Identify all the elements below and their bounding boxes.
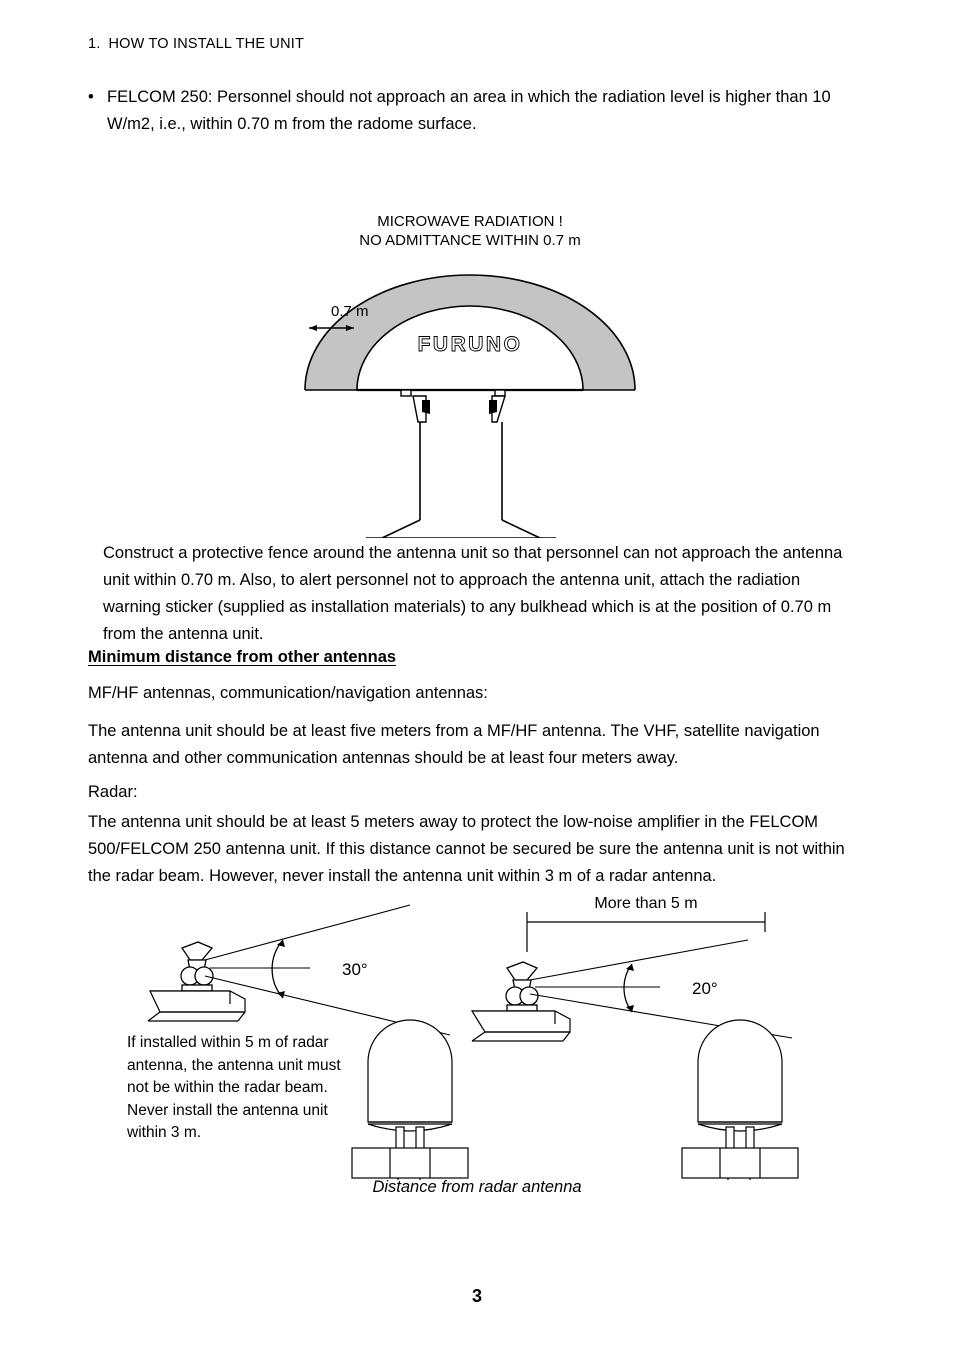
angle-label-20: 20° (692, 979, 718, 998)
right-scene (472, 895, 798, 1180)
angle-arc-left (272, 940, 285, 998)
chapter-number: 1. (88, 36, 101, 52)
antenna-pedestal (366, 390, 556, 538)
chapter-title: HOW TO INSTALL THE UNIT (108, 36, 305, 52)
construct-paragraph: Construct a protective fence around the antenna unit so that personnel can not approach the antenna unit within 0.70 m. Also, to alert personnel not to approach the antenna unit, attach the radiation warning sticker (supplied as installation materials) to any bulkhead which is at the position of 0.70 m from the antenna unit. (103, 544, 843, 643)
chapter-header (88, 36, 304, 52)
radome-radiation-figure (270, 138, 670, 538)
radar-paragraph: The antenna unit should be at least 5 meters away to protect the low-noise amplifier in the FELCOM 500/FELCOM 250 antenna unit. If this distance cannot be secured be sure the antenna unit is not within the radar beam. However, never install the antenna unit within 3 m of a radar antenna. (88, 813, 845, 885)
furuno-wordmark: FURUNO (417, 333, 523, 356)
radar-scanner-left (181, 942, 213, 991)
distance-label-more-than-5m: More than 5 m (594, 895, 698, 912)
left-diagram-note: If installed within 5 m of radar antenna, the antenna unit must not be within the radar beam. Never install the antenna unit within 3 m. (127, 1034, 341, 1141)
bullet-marker: • (88, 88, 94, 106)
radome-figure-svg (270, 138, 670, 538)
deck-left (148, 991, 245, 1021)
radar-label: Radar: (88, 783, 138, 801)
felcom-250-bullet (85, 84, 865, 138)
mfhf-paragraph: The antenna unit should be at least five meters from a MF/HF antenna. The VHF, satellite navigation antenna and other communication antennas should be at least four meters away. (88, 722, 820, 767)
radome-unit-left (352, 1020, 468, 1180)
warning-line-2: NO ADMITTANCE WITHIN 0.7 m (359, 232, 581, 249)
page-number: 3 (471, 1286, 482, 1306)
warning-line-1: MICROWAVE RADIATION ! (377, 213, 563, 230)
section-heading-minimum-distance: Minimum distance from other antennas (88, 648, 397, 666)
figure-caption: Distance from radar antenna (372, 1178, 582, 1196)
angle-arc-right (624, 964, 634, 1012)
dimension-label-0-7m: 0.7 m (331, 303, 369, 320)
angle-label-30: 30° (342, 960, 368, 979)
deck-right (472, 1011, 570, 1041)
radar-scanner-right (506, 962, 538, 1011)
radome-unit-right (682, 1020, 798, 1180)
mfhf-label: MF/HF antennas, communication/navigation antennas: (88, 684, 488, 702)
bullet-text: FELCOM 250: Personnel should not approach an area in which the radiation level is higher than 10 W/m2, i.e., within 0.70 m from the radome surface. (107, 88, 831, 133)
dimension-more-than-5m (527, 912, 765, 952)
